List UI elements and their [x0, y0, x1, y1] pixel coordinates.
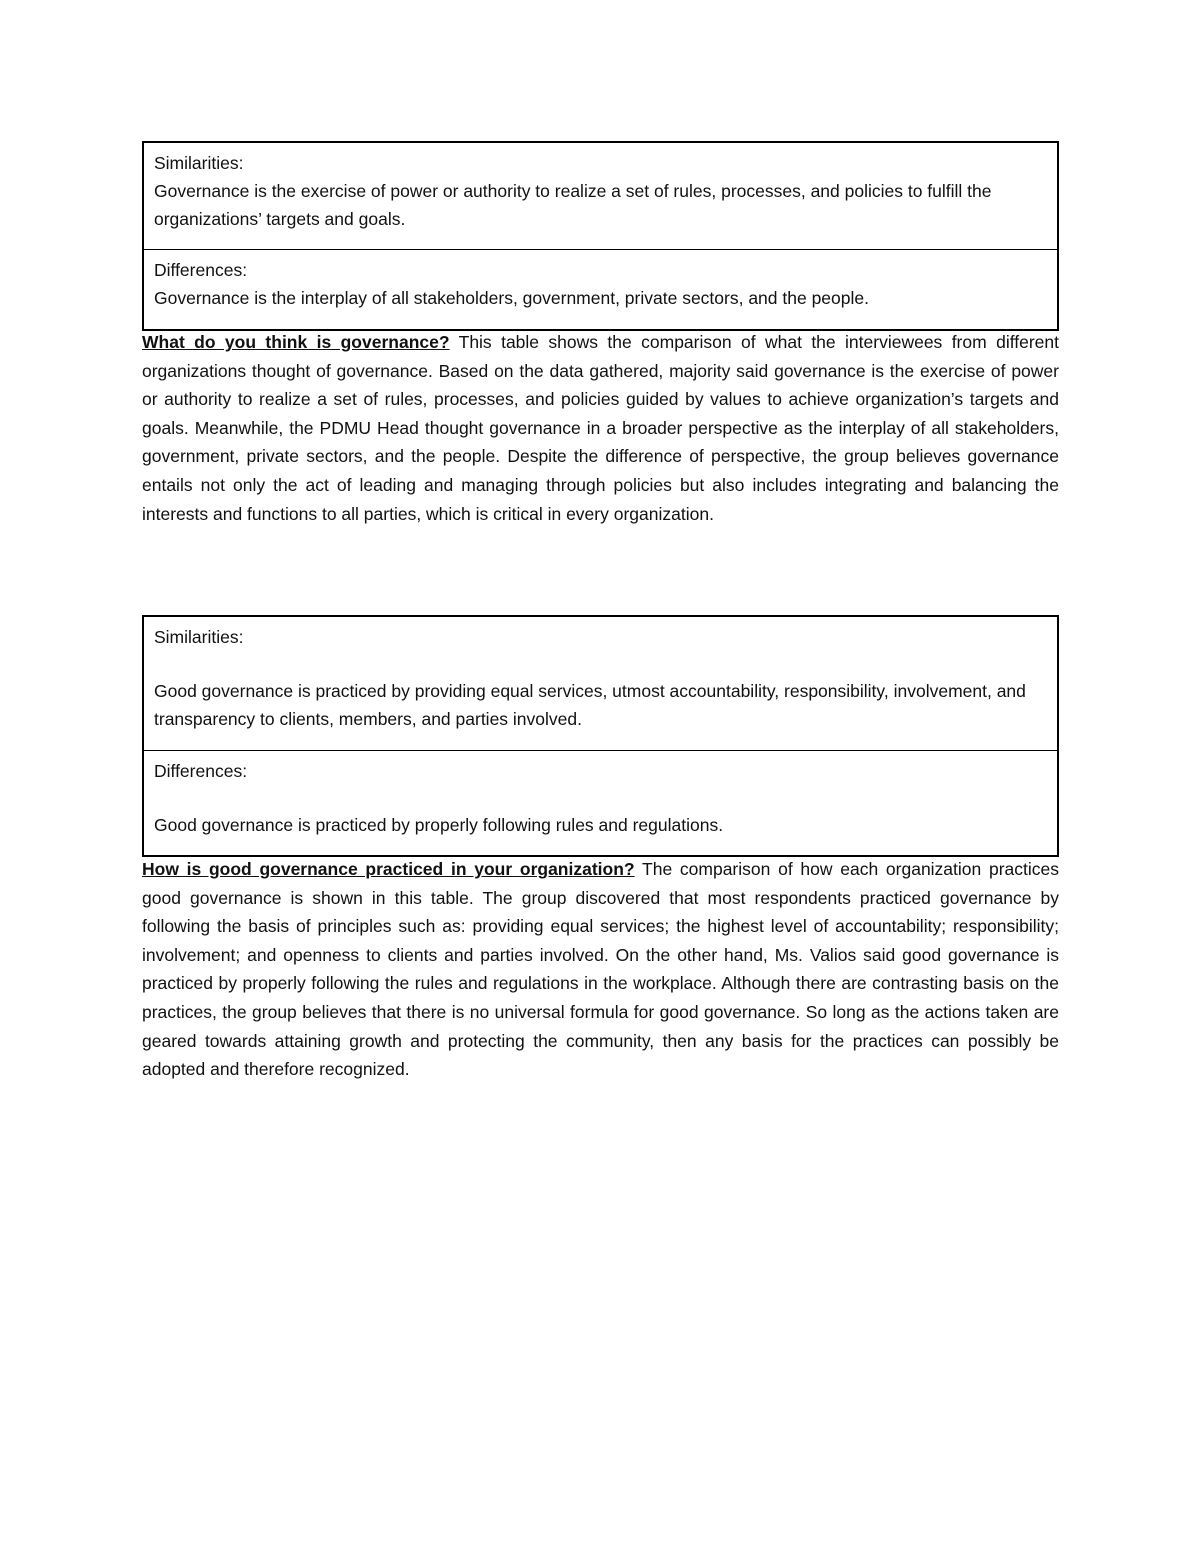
comparison-table-governance [142, 141, 1059, 331]
similarities-text: Governance is the exercise of power or authority to realize a set of rules, processes, and policies to fulfill the organizations’ targets and goals. [154, 181, 992, 229]
similarities-cell [144, 617, 1057, 750]
differences-label: Differences: [154, 260, 248, 280]
similarities-label: Similarities: [154, 153, 244, 173]
differences-cell [144, 249, 1057, 329]
question-heading: What do you think is governance? [142, 332, 450, 352]
paragraph-body: The comparison of how each organization practices good governance is shown in this table. The group discovered that most respondents practiced governance by following the basis of principles such as: providing equal services; the highest level of accountability; responsibility; involvement; and openness to clients and parties involved. On the other hand, Ms. Valios said good governance is practiced by properly following the rules and regulations in the workplace. Although there are contrasting basis on the practices, the group believes that there is no universal formula for good governance. So long as the actions taken are geared towards attaining growth and protecting the community, then any basis for the practices can possibly be adopted and therefore recognized. [142, 859, 1060, 1080]
differences-text: Good governance is practiced by properly following rules and regulations. [154, 815, 724, 835]
paragraph-governance [142, 328, 1059, 528]
similarities-cell [144, 143, 1057, 249]
differences-cell [144, 750, 1057, 855]
spacer [154, 651, 1047, 677]
question-heading: How is good governance practiced in your organization? [142, 859, 635, 879]
differences-label: Differences: [154, 761, 248, 781]
similarities-label: Similarities: [154, 627, 244, 647]
paragraph-good-governance [142, 855, 1059, 1084]
spacer [154, 785, 1047, 811]
comparison-table-good-governance [142, 615, 1059, 857]
similarities-text: Good governance is practiced by providing equal services, utmost accountability, responsibility, involvement, and transparency to clients, members, and parties involved. [154, 681, 1026, 729]
differences-text: Governance is the interplay of all stakeholders, government, private sectors, and the people. [154, 288, 869, 308]
paragraph-body: This table shows the comparison of what the interviewees from different organizations thought of governance. Based on the data gathered, majority said governance is the exercise of power or authority to realize a set of rules, processes, and policies guided by values to achieve organization’s targets and goals. Meanwhile, the PDMU Head thought governance in a broader perspective as the interplay of all stakeholders, government, private sectors, and the people. Despite the difference of perspective, the group believes governance entails not only the act of leading and managing through policies but also includes integrating and balancing the interests and functions to all parties, which is critical in every organization. [142, 332, 1060, 524]
